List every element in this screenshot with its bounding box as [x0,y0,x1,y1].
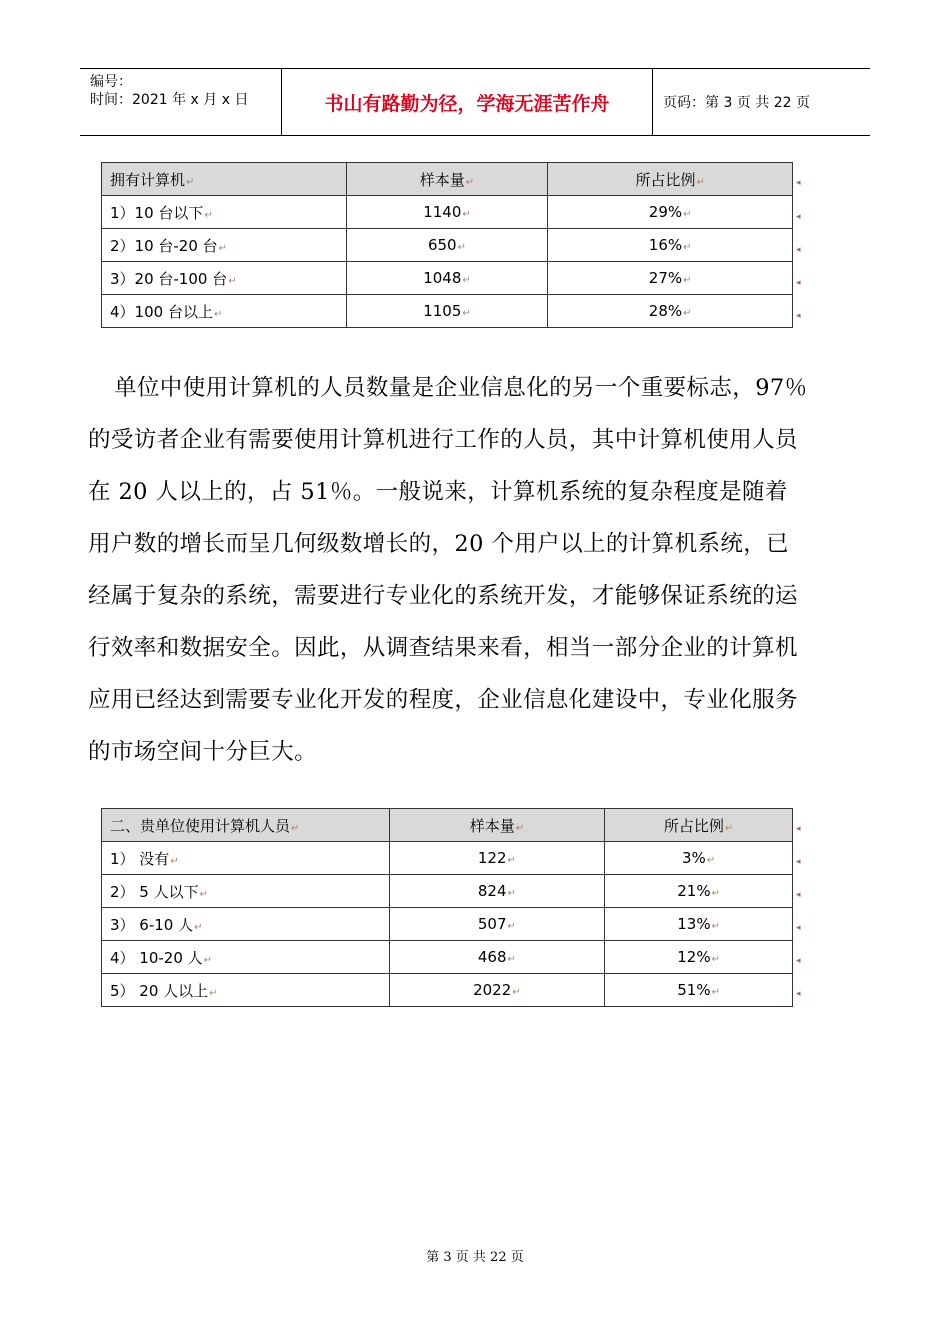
table-cell: 824↵ [389,875,605,908]
table-header-cell: 拥有计算机↵ [102,163,347,196]
header-meta [80,69,282,135]
computer-users-table [101,808,793,1007]
table-header-row [102,809,793,842]
table-cell: 2）10 台-20 台↵ [102,229,347,262]
table-cell: 2） 5 人以下↵ [102,875,390,908]
table-header-row [102,163,793,196]
table-row [102,842,793,875]
row-end-mark: ◂ [796,178,801,188]
table-row [102,295,793,328]
table-cell: 3%↵ [605,842,793,875]
table-cell: 1）10 台以下↵ [102,196,347,229]
table-cell: 1048↵ [346,262,548,295]
date-label: 时间：2021 年 x 月 x 日 [90,92,249,108]
row-end-mark: ◂ [796,890,801,900]
table-cell: 16%↵ [548,229,793,262]
table-row [102,262,793,295]
table-cell: 29%↵ [548,196,793,229]
row-end-mark: ◂ [796,956,801,966]
table-cell: 5） 20 人以上↵ [102,974,390,1007]
table-row [102,196,793,229]
table-header-cell: 二、贵单位使用计算机人员↵ [102,809,390,842]
table-cell: 468↵ [389,941,605,974]
table-cell: 2022↵ [389,974,605,1007]
table-header-cell: 样本量↵ [346,163,548,196]
row-end-mark: ◂ [796,278,801,288]
table-cell: 4） 10-20 人↵ [102,941,390,974]
table-cell: 1105↵ [346,295,548,328]
table-cell: 1140↵ [346,196,548,229]
table-header-cell: 样本量↵ [389,809,605,842]
table-cell: 21%↵ [605,875,793,908]
table-header-cell: 所占比例↵ [548,163,793,196]
table-cell: 122↵ [389,842,605,875]
table-cell: 1） 没有↵ [102,842,390,875]
table-row [102,908,793,941]
table-cell: 507↵ [389,908,605,941]
table-cell: 650↵ [346,229,548,262]
table-cell: 28%↵ [548,295,793,328]
table-row [102,941,793,974]
table-cell: 3）20 台-100 台↵ [102,262,347,295]
page-header [80,68,870,136]
row-end-mark: ◂ [796,824,801,834]
row-end-mark: ◂ [796,245,801,255]
row-end-mark: ◂ [796,857,801,867]
table-row [102,974,793,1007]
header-page-info: 页码：第 3 页 共 22 页 [663,95,810,111]
table-cell: 27%↵ [548,262,793,295]
row-end-mark: ◂ [796,989,801,999]
page-footer: 第 3 页 共 22 页 [426,1250,524,1265]
serial-label: 编号： [90,74,132,90]
table-cell: 51%↵ [605,974,793,1007]
body-paragraph: 单位中使用计算机的人员数量是企业信息化的另一个重要标志，97％的受访者企业有需要使用计算机进行工作的人员，其中计算机使用人员在 20 人以上的，占 51％。一般说来，计算机系统的复杂程度是随着用户数的增长而呈几何级数增长的，20 个用户以上的计算机系统，已经属于复杂的系统，需要进行专业化的系统开发，才能够保证系统的运行效率和数据安全。因此，从调查结果来看，相当一部分企业的计算机应用已经达到需要专业化开发的程度，企业信息化建设中，专业化服务的市场空间十分巨大。 [88,375,808,765]
table-row [102,875,793,908]
header-motto: 书山有路勤为径，学海无涯苦作舟 [282,69,653,135]
row-end-mark: ◂ [796,923,801,933]
row-end-mark: ◂ [796,212,801,222]
table-row [102,229,793,262]
table-header-cell: 所占比例↵ [605,809,793,842]
table-cell: 12%↵ [605,941,793,974]
table-cell: 4）100 台以上↵ [102,295,347,328]
row-end-mark: ◂ [796,311,801,321]
computer-count-table [101,162,793,328]
table-cell: 3） 6-10 人↵ [102,908,390,941]
table-cell: 13%↵ [605,908,793,941]
